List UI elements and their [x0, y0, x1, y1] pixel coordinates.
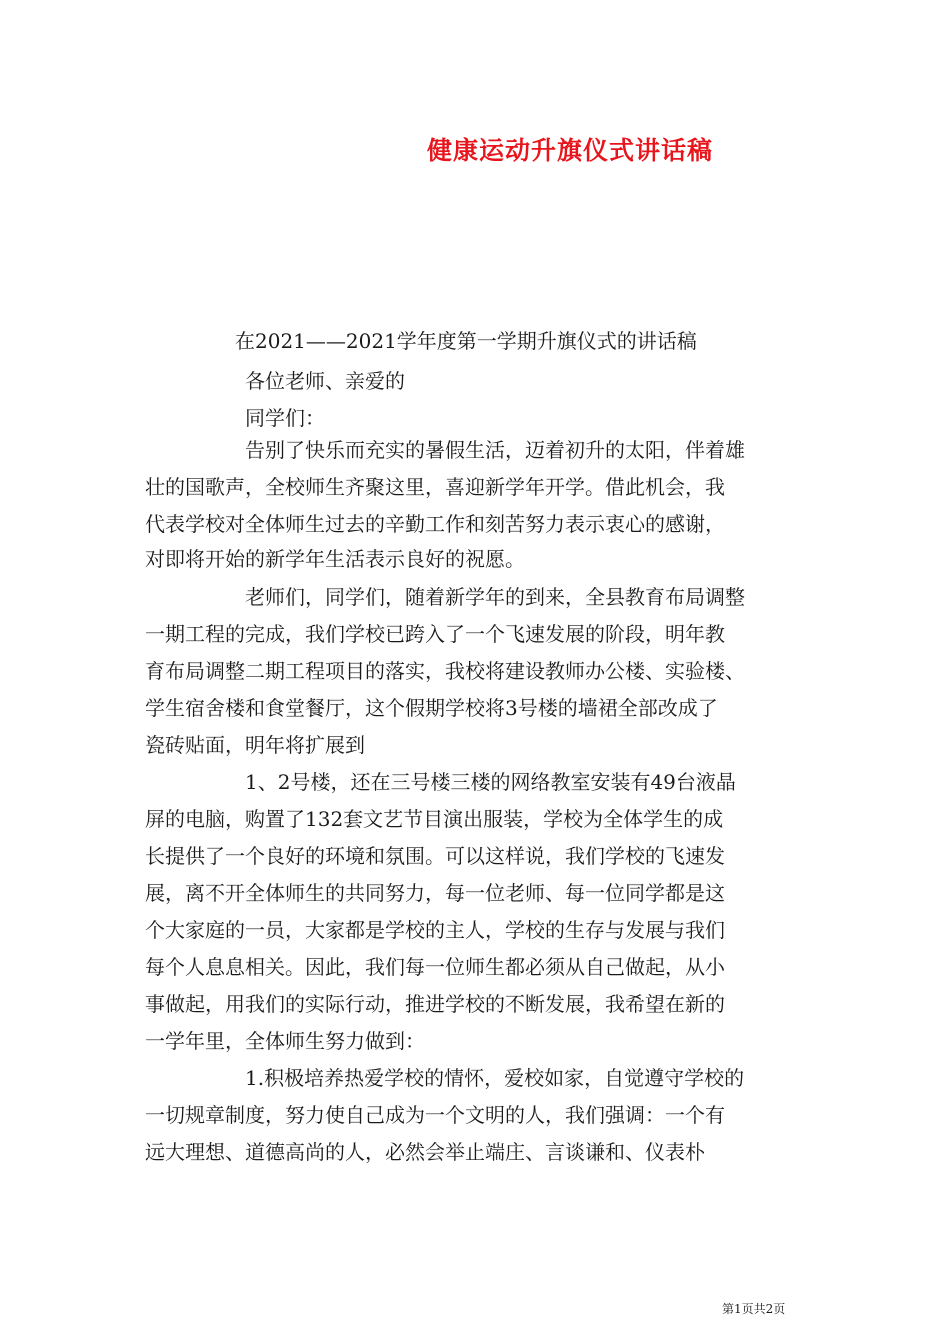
document-title: 健康运动升旗仪式讲话稿: [426, 136, 713, 165]
paragraph-line: 对即将开始的新学年生活表示良好的祝愿。: [145, 547, 525, 571]
paragraph-line: 代表学校对全体师生过去的辛勤工作和刻苦努力表示衷心的感谢，: [145, 512, 725, 536]
paragraph-line: 一切规章制度，努力使自己成为一个文明的人，我们强调：一个有: [145, 1103, 725, 1127]
paragraph-line: 长提供了一个良好的环境和氛围。可以这样说，我们学校的飞速发: [145, 844, 725, 868]
paragraph-line: 事做起，用我们的实际行动，推进学校的不断发展，我希望在新的: [145, 992, 725, 1016]
page-number: 第1页共2页: [722, 1302, 786, 1316]
paragraph-line: 育布局调整二期工程项目的落实，我校将建设教师办公楼、实验楼、: [145, 659, 745, 683]
paragraph-line: 告别了快乐而充实的暑假生活，迈着初升的太阳，伴着雄: [245, 438, 745, 462]
paragraph-line: 一学年里，全体师生努力做到：: [145, 1029, 425, 1053]
paragraph-line: 壮的国歌声，全校师生齐聚这里，喜迎新学年开学。借此机会，我: [145, 475, 725, 499]
paragraph-line: 每个人息息相关。因此，我们每一位师生都必须从自己做起，从小: [145, 955, 725, 979]
paragraph-line: 瓷砖贴面，明年将扩展到: [145, 733, 365, 757]
paragraph-line: 一期工程的完成，我们学校已跨入了一个飞速发展的阶段，明年教: [145, 622, 725, 646]
paragraph-line: 屏的电脑，购置了132套文艺节目演出服装，学校为全体学生的成: [145, 807, 724, 831]
paragraph-line: 1、2号楼，还在三号楼三楼的网络教室安装有49台液晶: [245, 770, 736, 794]
paragraph-line: 个大家庭的一员，大家都是学校的主人，学校的生存与发展与我们: [145, 918, 725, 942]
paragraph-line: 远大理想、道德高尚的人，必然会举止端庄、言谈谦和、仪表朴: [145, 1140, 705, 1164]
paragraph-line: 老师们，同学们，随着新学年的到来，全县教育布局调整: [245, 585, 745, 609]
paragraph-line: 学生宿舍楼和食堂餐厅，这个假期学校将3号楼的墙裙全部改成了: [145, 696, 718, 720]
paragraph-line: 1.积极培养热爱学校的情怀，爱校如家，自觉遵守学校的: [245, 1066, 745, 1090]
speech-subtitle: 在2021——2021学年度第一学期升旗仪式的讲话稿: [235, 329, 697, 353]
paragraph-line: 各位老师、亲爱的: [245, 369, 405, 393]
paragraph-line: 展，离不开全体师生的共同努力，每一位老师、每一位同学都是这: [145, 881, 725, 905]
paragraph-line: 同学们：: [245, 406, 325, 430]
